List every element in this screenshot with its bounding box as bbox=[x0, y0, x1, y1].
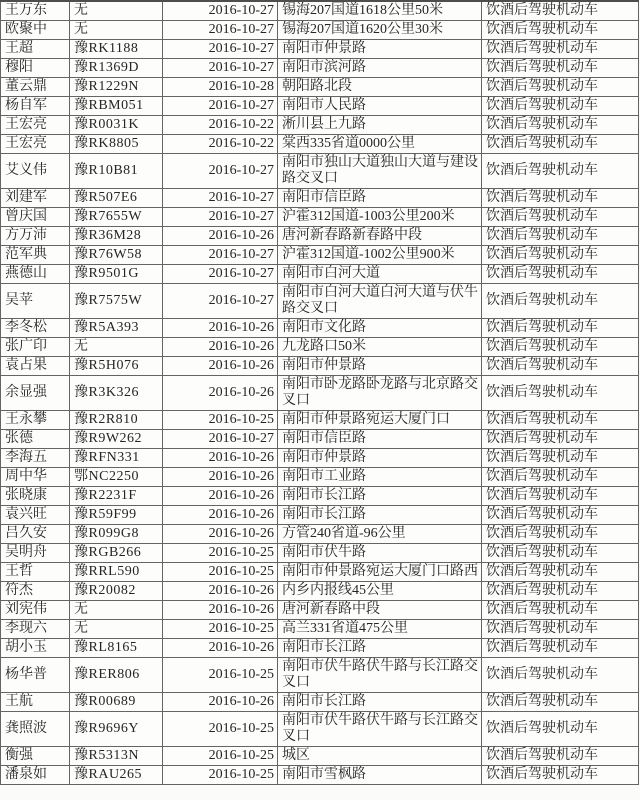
cell-plate: 无 bbox=[70, 1, 163, 21]
cell-location: 南阳市卧龙路卧龙路与北京路交叉口 bbox=[278, 376, 482, 411]
cell-date: 2016-10-26 bbox=[163, 601, 278, 620]
cell-date: 2016-10-27 bbox=[163, 246, 278, 265]
cell-location: 南阳市伏牛路伏牛路与长江路交叉口 bbox=[278, 712, 482, 747]
cell-date: 2016-10-25 bbox=[163, 411, 278, 430]
cell-date: 2016-10-28 bbox=[163, 78, 278, 97]
cell-name: 吴明舟 bbox=[1, 544, 70, 563]
cell-location: 南阳市滨河路 bbox=[278, 59, 482, 78]
cell-date: 2016-10-26 bbox=[163, 227, 278, 246]
cell-location: 沪霍312国道-1002公里900米 bbox=[278, 246, 482, 265]
table-row bbox=[1, 208, 639, 227]
cell-location: 南阳市人民路 bbox=[278, 97, 482, 116]
cell-date: 2016-10-26 bbox=[163, 693, 278, 712]
cell-location: 沪霍312国道-1003公里200米 bbox=[278, 208, 482, 227]
table-row bbox=[1, 376, 639, 411]
table-row bbox=[1, 582, 639, 601]
cell-location: 南阳市独山大道独山大道与建设路交叉口 bbox=[278, 154, 482, 189]
cell-name: 王哲 bbox=[1, 563, 70, 582]
cell-date: 2016-10-27 bbox=[163, 265, 278, 284]
cell-plate: 豫RL8165 bbox=[70, 639, 163, 658]
table-row bbox=[1, 544, 639, 563]
cell-violation: 饮酒后驾驶机动车 bbox=[482, 620, 639, 639]
table-row bbox=[1, 338, 639, 357]
cell-plate: 无 bbox=[70, 620, 163, 639]
cell-location: 朝阳路北段 bbox=[278, 78, 482, 97]
cell-date: 2016-10-27 bbox=[163, 21, 278, 40]
cell-plate: 豫R1229N bbox=[70, 78, 163, 97]
cell-name: 胡小玉 bbox=[1, 639, 70, 658]
cell-location: 方管240省道-96公里 bbox=[278, 525, 482, 544]
cell-name: 吴苹 bbox=[1, 284, 70, 319]
cell-violation: 饮酒后驾驶机动车 bbox=[482, 116, 639, 135]
table-row bbox=[1, 506, 639, 525]
cell-location: 唐河新春路中段 bbox=[278, 601, 482, 620]
cell-location: 南阳市文化路 bbox=[278, 319, 482, 338]
cell-name: 余显强 bbox=[1, 376, 70, 411]
cell-violation: 饮酒后驾驶机动车 bbox=[482, 487, 639, 506]
cell-date: 2016-10-25 bbox=[163, 544, 278, 563]
cell-violation: 饮酒后驾驶机动车 bbox=[482, 639, 639, 658]
cell-name: 符杰 bbox=[1, 582, 70, 601]
table-row bbox=[1, 658, 639, 693]
cell-name: 燕德山 bbox=[1, 265, 70, 284]
cell-name: 龚照波 bbox=[1, 712, 70, 747]
cell-name: 刘建军 bbox=[1, 189, 70, 208]
cell-name: 穆阳 bbox=[1, 59, 70, 78]
cell-location: 城区 bbox=[278, 747, 482, 766]
cell-name: 王超 bbox=[1, 40, 70, 59]
cell-plate: 豫R59F99 bbox=[70, 506, 163, 525]
cell-location: 南阳市长江路 bbox=[278, 506, 482, 525]
cell-plate: 豫R7575W bbox=[70, 284, 163, 319]
cell-violation: 饮酒后驾驶机动车 bbox=[482, 227, 639, 246]
cell-name: 董云鼎 bbox=[1, 78, 70, 97]
table-row bbox=[1, 40, 639, 59]
cell-plate: 豫R5313N bbox=[70, 747, 163, 766]
table-row bbox=[1, 525, 639, 544]
cell-violation: 饮酒后驾驶机动车 bbox=[482, 544, 639, 563]
cell-violation: 饮酒后驾驶机动车 bbox=[482, 189, 639, 208]
cell-violation: 饮酒后驾驶机动车 bbox=[482, 712, 639, 747]
table-row bbox=[1, 97, 639, 116]
cell-date: 2016-10-26 bbox=[163, 319, 278, 338]
cell-date: 2016-10-26 bbox=[163, 525, 278, 544]
cell-violation: 饮酒后驾驶机动车 bbox=[482, 766, 639, 785]
cell-plate: 豫R5H076 bbox=[70, 357, 163, 376]
cell-plate: 豫R9696Y bbox=[70, 712, 163, 747]
cell-location: 南阳市白河大道白河大道与伏牛路交叉口 bbox=[278, 284, 482, 319]
cell-plate: 豫RAU265 bbox=[70, 766, 163, 785]
cell-name: 李现六 bbox=[1, 620, 70, 639]
table-row bbox=[1, 78, 639, 97]
cell-violation: 饮酒后驾驶机动车 bbox=[482, 376, 639, 411]
cell-violation: 饮酒后驾驶机动车 bbox=[482, 265, 639, 284]
table-row bbox=[1, 246, 639, 265]
cell-plate: 豫RK1188 bbox=[70, 40, 163, 59]
table-row bbox=[1, 21, 639, 40]
cell-violation: 饮酒后驾驶机动车 bbox=[482, 601, 639, 620]
cell-plate: 豫RBM051 bbox=[70, 97, 163, 116]
cell-violation: 饮酒后驾驶机动车 bbox=[482, 284, 639, 319]
cell-violation: 饮酒后驾驶机动车 bbox=[482, 582, 639, 601]
cell-location: 内乡内报线45公里 bbox=[278, 582, 482, 601]
cell-violation: 饮酒后驾驶机动车 bbox=[482, 658, 639, 693]
table-row bbox=[1, 563, 639, 582]
table-row bbox=[1, 620, 639, 639]
table-row bbox=[1, 1, 639, 21]
table-row bbox=[1, 411, 639, 430]
cell-name: 张晓康 bbox=[1, 487, 70, 506]
cell-plate: 豫RER806 bbox=[70, 658, 163, 693]
cell-location: 南阳市信臣路 bbox=[278, 189, 482, 208]
cell-name: 袁占果 bbox=[1, 357, 70, 376]
cell-location: 锡海207国道1618公里50米 bbox=[278, 1, 482, 21]
cell-plate: 豫RRL590 bbox=[70, 563, 163, 582]
table-row bbox=[1, 357, 639, 376]
cell-date: 2016-10-26 bbox=[163, 487, 278, 506]
cell-name: 艾义伟 bbox=[1, 154, 70, 189]
cell-violation: 饮酒后驾驶机动车 bbox=[482, 468, 639, 487]
cell-name: 张德 bbox=[1, 430, 70, 449]
cell-name: 杨华普 bbox=[1, 658, 70, 693]
cell-plate: 豫R76W58 bbox=[70, 246, 163, 265]
cell-location: 南阳市长江路 bbox=[278, 639, 482, 658]
table-row bbox=[1, 319, 639, 338]
cell-date: 2016-10-27 bbox=[163, 40, 278, 59]
cell-name: 李海五 bbox=[1, 449, 70, 468]
cell-date: 2016-10-25 bbox=[163, 620, 278, 639]
cell-name: 范军典 bbox=[1, 246, 70, 265]
cell-violation: 饮酒后驾驶机动车 bbox=[482, 319, 639, 338]
cell-plate: 无 bbox=[70, 21, 163, 40]
cell-date: 2016-10-26 bbox=[163, 582, 278, 601]
table-row bbox=[1, 135, 639, 154]
table-row bbox=[1, 189, 639, 208]
cell-date: 2016-10-27 bbox=[163, 189, 278, 208]
cell-plate: 豫R00689 bbox=[70, 693, 163, 712]
cell-violation: 饮酒后驾驶机动车 bbox=[482, 97, 639, 116]
cell-plate: 鄂NC2250 bbox=[70, 468, 163, 487]
cell-date: 2016-10-27 bbox=[163, 430, 278, 449]
cell-location: 淅川县上九路 bbox=[278, 116, 482, 135]
cell-plate: 豫R3K326 bbox=[70, 376, 163, 411]
table-row bbox=[1, 154, 639, 189]
table-row bbox=[1, 227, 639, 246]
cell-location: 南阳市仲景路宛运大厦门口 bbox=[278, 411, 482, 430]
cell-name: 欧聚中 bbox=[1, 21, 70, 40]
cell-date: 2016-10-25 bbox=[163, 658, 278, 693]
cell-violation: 饮酒后驾驶机动车 bbox=[482, 506, 639, 525]
cell-name: 方万沛 bbox=[1, 227, 70, 246]
cell-name: 刘宪伟 bbox=[1, 601, 70, 620]
cell-plate: 豫R099G8 bbox=[70, 525, 163, 544]
cell-location: 南阳市伏牛路 bbox=[278, 544, 482, 563]
cell-plate: 豫R2231F bbox=[70, 487, 163, 506]
cell-location: 南阳市仲景路 bbox=[278, 357, 482, 376]
cell-date: 2016-10-27 bbox=[163, 59, 278, 78]
cell-location: 南阳市信臣路 bbox=[278, 430, 482, 449]
cell-location: 南阳市仲景路宛运大厦门口路西 bbox=[278, 563, 482, 582]
table-row bbox=[1, 265, 639, 284]
cell-date: 2016-10-27 bbox=[163, 1, 278, 21]
cell-date: 2016-10-25 bbox=[163, 712, 278, 747]
cell-violation: 饮酒后驾驶机动车 bbox=[482, 357, 639, 376]
cell-plate: 豫R5A393 bbox=[70, 319, 163, 338]
cell-violation: 饮酒后驾驶机动车 bbox=[482, 1, 639, 21]
cell-date: 2016-10-26 bbox=[163, 376, 278, 411]
table-row bbox=[1, 487, 639, 506]
cell-violation: 饮酒后驾驶机动车 bbox=[482, 246, 639, 265]
cell-violation: 饮酒后驾驶机动车 bbox=[482, 208, 639, 227]
cell-location: 南阳市白河大道 bbox=[278, 265, 482, 284]
cell-date: 2016-10-26 bbox=[163, 639, 278, 658]
cell-name: 王宏亮 bbox=[1, 135, 70, 154]
cell-violation: 饮酒后驾驶机动车 bbox=[482, 59, 639, 78]
cell-violation: 饮酒后驾驶机动车 bbox=[482, 78, 639, 97]
cell-date: 2016-10-26 bbox=[163, 357, 278, 376]
cell-date: 2016-10-27 bbox=[163, 154, 278, 189]
table-row bbox=[1, 693, 639, 712]
cell-plate: 无 bbox=[70, 601, 163, 620]
cell-location: 唐河新春路新春路中段 bbox=[278, 227, 482, 246]
cell-plate: 豫R1369D bbox=[70, 59, 163, 78]
cell-name: 潘泉如 bbox=[1, 766, 70, 785]
cell-name: 李冬松 bbox=[1, 319, 70, 338]
table-row bbox=[1, 766, 639, 785]
cell-violation: 饮酒后驾驶机动车 bbox=[482, 21, 639, 40]
cell-date: 2016-10-25 bbox=[163, 747, 278, 766]
cell-date: 2016-10-22 bbox=[163, 135, 278, 154]
cell-location: 高兰331省道475公里 bbox=[278, 620, 482, 639]
cell-name: 杨自军 bbox=[1, 97, 70, 116]
cell-violation: 饮酒后驾驶机动车 bbox=[482, 338, 639, 357]
cell-plate: 豫R507E6 bbox=[70, 189, 163, 208]
cell-plate: 豫RFN331 bbox=[70, 449, 163, 468]
cell-plate: 豫R7655W bbox=[70, 208, 163, 227]
cell-violation: 饮酒后驾驶机动车 bbox=[482, 411, 639, 430]
cell-name: 王宏亮 bbox=[1, 116, 70, 135]
cell-date: 2016-10-26 bbox=[163, 338, 278, 357]
table-row bbox=[1, 116, 639, 135]
cell-date: 2016-10-22 bbox=[163, 116, 278, 135]
cell-location: 南阳市工业路 bbox=[278, 468, 482, 487]
cell-violation: 饮酒后驾驶机动车 bbox=[482, 449, 639, 468]
cell-location: 南阳市仲景路 bbox=[278, 40, 482, 59]
cell-violation: 饮酒后驾驶机动车 bbox=[482, 40, 639, 59]
cell-date: 2016-10-25 bbox=[163, 766, 278, 785]
cell-plate: 豫R2R810 bbox=[70, 411, 163, 430]
cell-name: 张广印 bbox=[1, 338, 70, 357]
cell-plate: 豫R0031K bbox=[70, 116, 163, 135]
cell-date: 2016-10-27 bbox=[163, 284, 278, 319]
cell-plate: 豫RK8805 bbox=[70, 135, 163, 154]
cell-plate: 豫R9501G bbox=[70, 265, 163, 284]
cell-plate: 豫R36M28 bbox=[70, 227, 163, 246]
cell-date: 2016-10-26 bbox=[163, 468, 278, 487]
cell-location: 南阳市仲景路 bbox=[278, 449, 482, 468]
cell-location: 南阳市伏牛路伏牛路与长江路交叉口 bbox=[278, 658, 482, 693]
table-row bbox=[1, 639, 639, 658]
cell-date: 2016-10-26 bbox=[163, 506, 278, 525]
cell-violation: 饮酒后驾驶机动车 bbox=[482, 563, 639, 582]
table-row bbox=[1, 712, 639, 747]
cell-name: 王万东 bbox=[1, 1, 70, 21]
table-row bbox=[1, 59, 639, 78]
cell-name: 周中华 bbox=[1, 468, 70, 487]
violations-table-body bbox=[1, 1, 639, 785]
cell-name: 袁兴旺 bbox=[1, 506, 70, 525]
cell-location: 南阳市长江路 bbox=[278, 693, 482, 712]
table-row bbox=[1, 468, 639, 487]
cell-name: 曾庆国 bbox=[1, 208, 70, 227]
cell-location: 南阳市长江路 bbox=[278, 487, 482, 506]
cell-date: 2016-10-27 bbox=[163, 97, 278, 116]
cell-plate: 豫R9W262 bbox=[70, 430, 163, 449]
cell-name: 王航 bbox=[1, 693, 70, 712]
cell-violation: 饮酒后驾驶机动车 bbox=[482, 135, 639, 154]
cell-location: 锡海207国道1620公里30米 bbox=[278, 21, 482, 40]
cell-plate: 豫R20082 bbox=[70, 582, 163, 601]
cell-name: 衡强 bbox=[1, 747, 70, 766]
cell-date: 2016-10-25 bbox=[163, 563, 278, 582]
table-row bbox=[1, 601, 639, 620]
cell-name: 王永攀 bbox=[1, 411, 70, 430]
cell-violation: 饮酒后驾驶机动车 bbox=[482, 154, 639, 189]
cell-location: 九龙路口50米 bbox=[278, 338, 482, 357]
cell-violation: 饮酒后驾驶机动车 bbox=[482, 525, 639, 544]
cell-plate: 豫RGB266 bbox=[70, 544, 163, 563]
cell-violation: 饮酒后驾驶机动车 bbox=[482, 747, 639, 766]
table-row bbox=[1, 449, 639, 468]
cell-violation: 饮酒后驾驶机动车 bbox=[482, 430, 639, 449]
cell-plate: 无 bbox=[70, 338, 163, 357]
cell-plate: 豫R10B81 bbox=[70, 154, 163, 189]
cell-date: 2016-10-26 bbox=[163, 449, 278, 468]
table-row bbox=[1, 430, 639, 449]
cell-name: 吕久安 bbox=[1, 525, 70, 544]
cell-violation: 饮酒后驾驶机动车 bbox=[482, 693, 639, 712]
table-row bbox=[1, 747, 639, 766]
cell-location: 南阳市雪枫路 bbox=[278, 766, 482, 785]
cell-location: 棠西335省道0000公里 bbox=[278, 135, 482, 154]
cell-date: 2016-10-27 bbox=[163, 208, 278, 227]
table-row bbox=[1, 284, 639, 319]
